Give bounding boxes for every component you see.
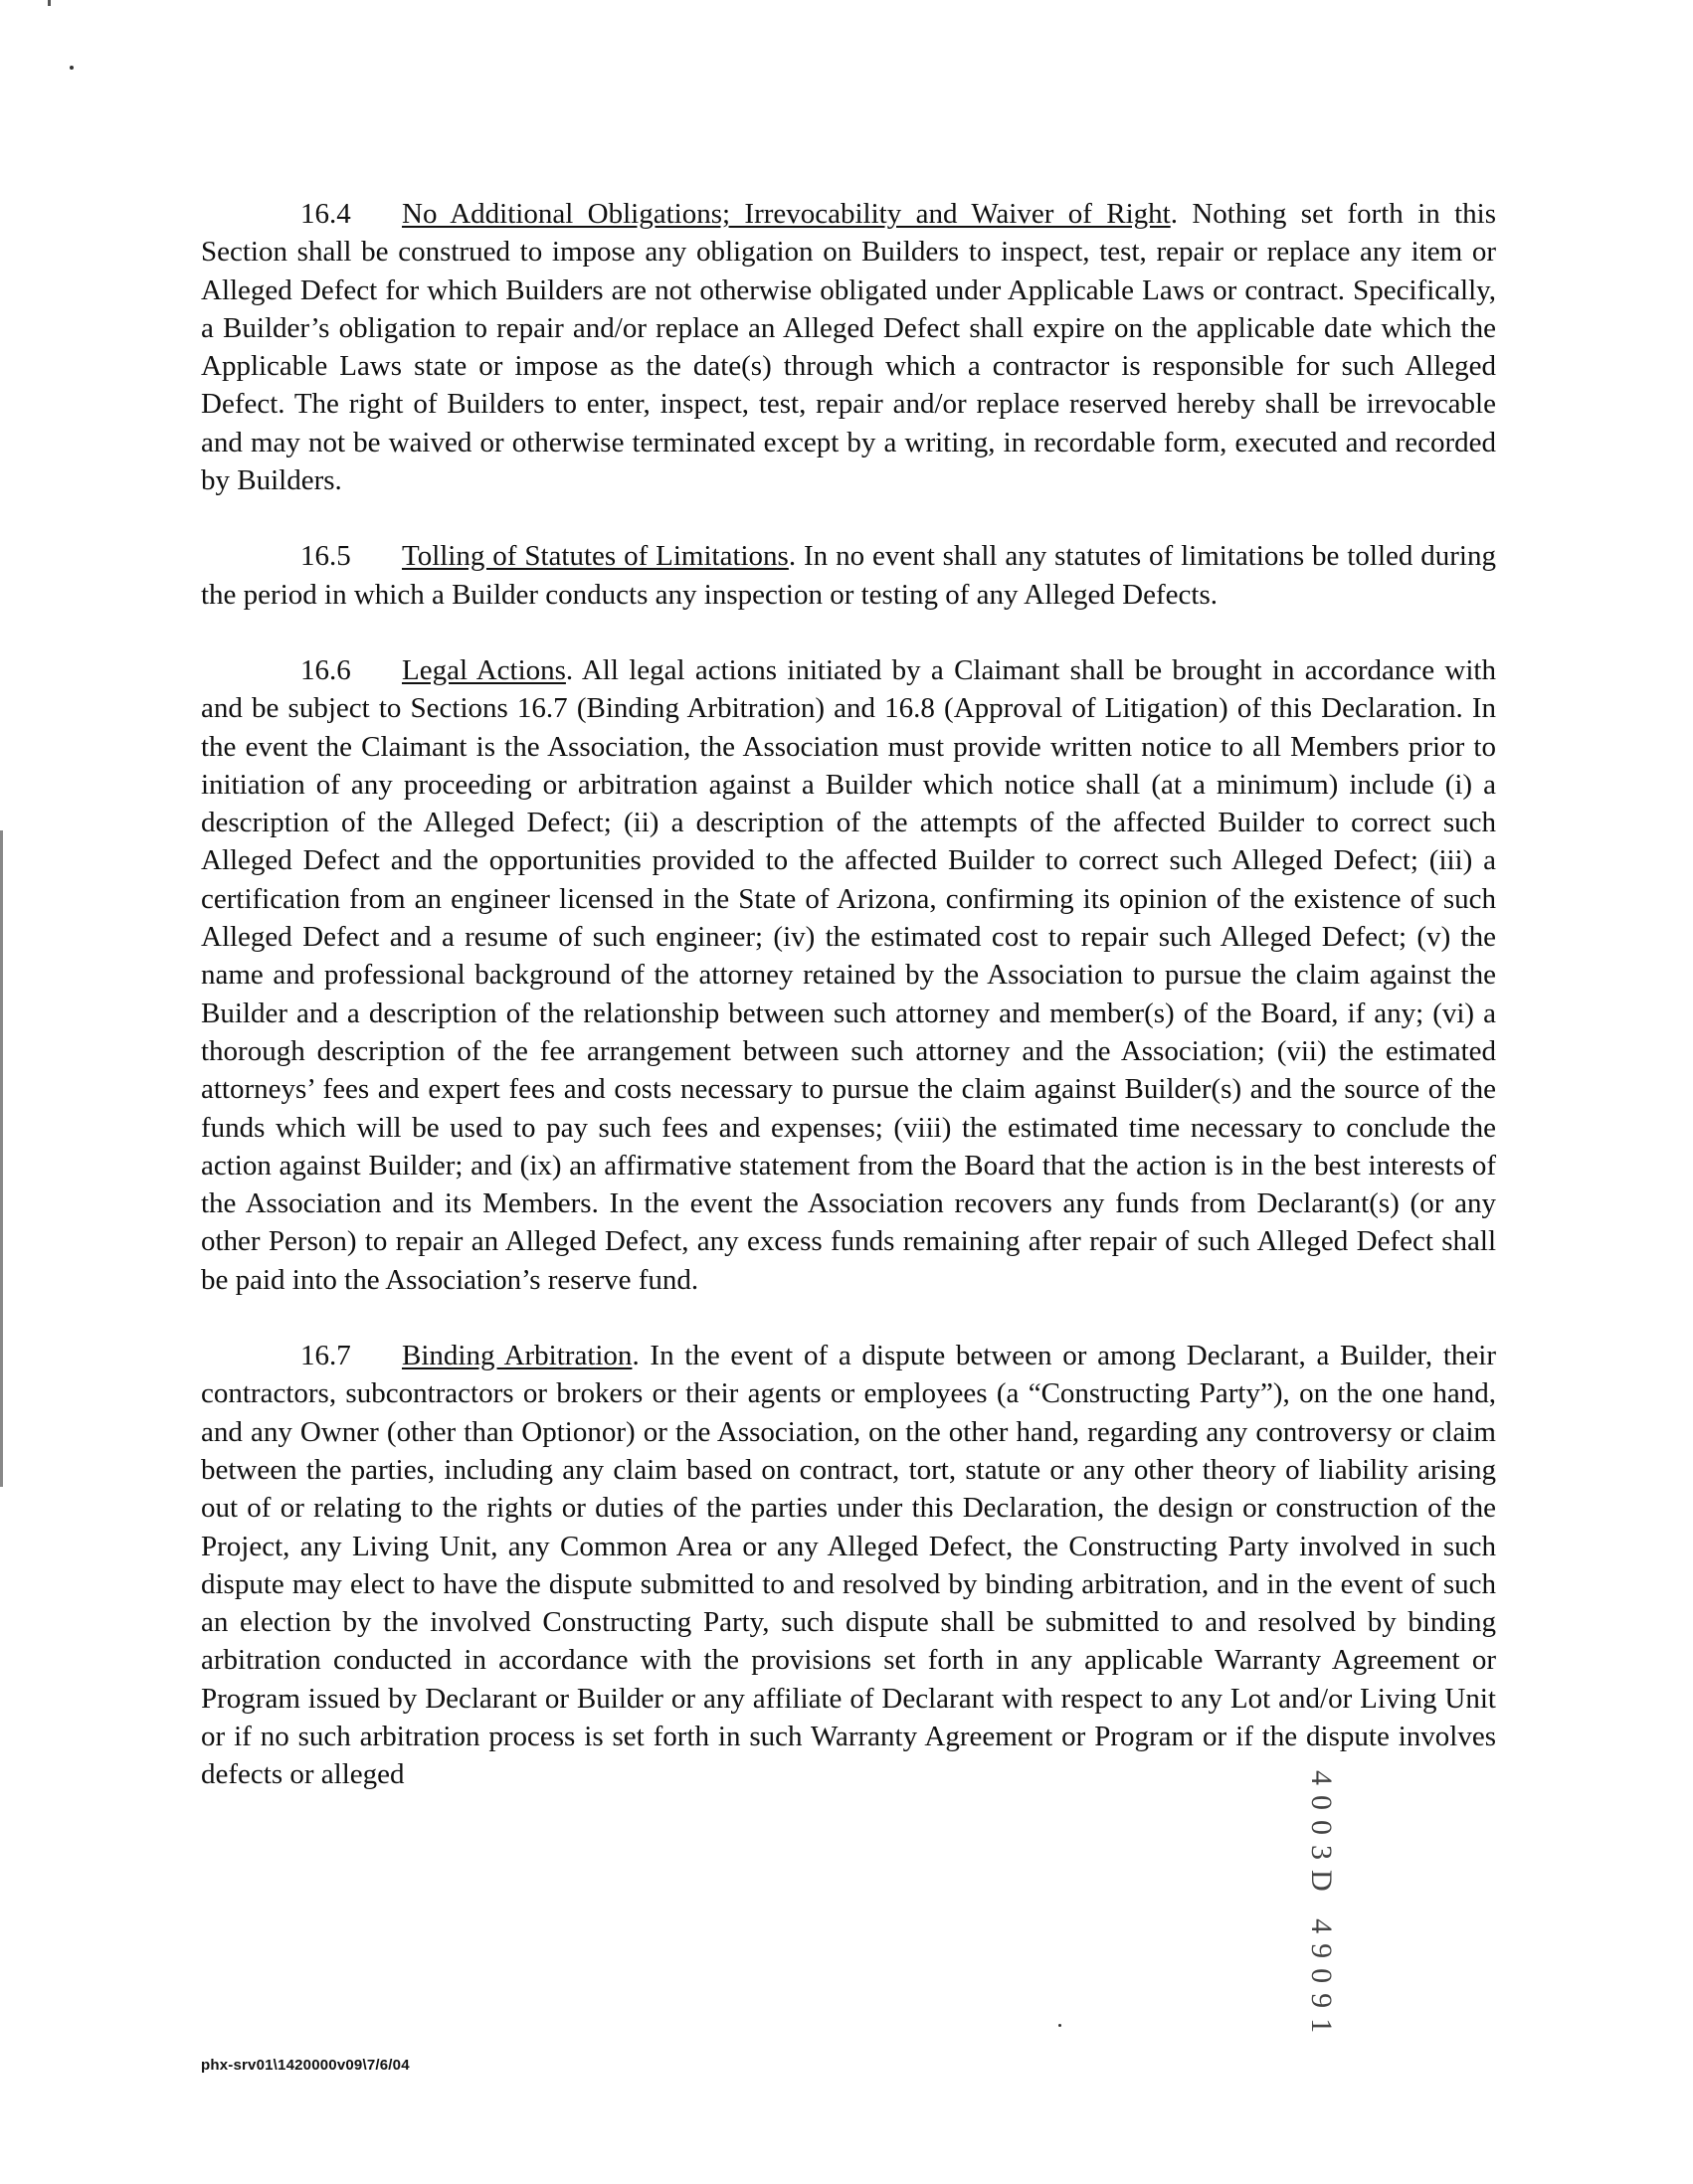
section-heading: Tolling of Statutes of Limitations: [402, 540, 789, 573]
section-text: . Nothing set forth in this Section shall be construed to impose any obligation on Builders to inspect, test, repair or replace any item or Alleged Defect for which Builders are not otherwise obligated under Applicable Laws or contract. Specifically, a Builder’s obligation to repair and/or replace an Alleged Defect shall expire on the applicable date which the Applicable Laws state or impose as the date(s) through which a contractor is responsible for such Alleged Defect. The right of Builders to enter, inspect, test, repair and/or replace reserved hereby shall be irrevocable and may not be waived or otherwise terminated except by a writing, in recordable form, executed and recorded by Builders.: [201, 198, 1496, 497]
bates-number: 4003D 49091: [1305, 1770, 1338, 2044]
section-text: . All legal actions initiated by a Claimant shall be brought in accordance with and be subject to Sections 16.7 (Binding Arbitration) and 16.8 (Approval of Litigation) of this Declaration. In the event the Claimant is the Association, the Association must provide written notice to all Members prior to initiation of any proceeding or arbitration against a Builder which notice shall (at a minimum) include (i) a description of the Alleged Defect; (ii) a description of the attempts of the affected Builder to correct such Alleged Defect and the opportunities provided to the affected Builder to correct such Alleged Defect; (iii) a certification from an engineer licensed in the State of Arizona, confirming its opinion of the existence of such Alleged Defect and a resume of such engineer; (iv) the estimated cost to repair such Alleged Defect; (v) the name and professional background of the attorney retained by the Association to pursue the claim against the Builder and a description of the relationship between such attorney and member(s) of the Board, if any; (vi) a thorough description of the fee arrangement between such attorney and the Association; (vii) the estimated attorneys’ fees and expert fees and costs necessary to pursue the claim against Builder(s) and the source of the funds which will be used to pay such fees and expenses; (viii) the estimated time necessary to conclude the action against Builder; and (ix) an affirmative statement from the Board that the action is in the best interests of the Association and its Members. In the event the Association recovers any funds from Declarant(s) (or any other Person) to repair an Alleged Defect, any excess funds remaining after repair of such Alleged Defect shall be paid into the Association’s reserve fund.: [201, 653, 1496, 1296]
paragraph-16-7: [201, 1337, 1496, 1794]
document-body: [201, 195, 1496, 1832]
paragraph-16-5: [201, 537, 1496, 614]
section-number: 16.5: [300, 540, 351, 573]
section-heading: Binding Arbitration: [402, 1340, 633, 1372]
scan-speck: [70, 66, 74, 70]
section-number: 16.6: [300, 653, 351, 686]
paragraph-16-6: [201, 651, 1496, 1299]
section-text: . In the event of a dispute between or among Declarant, a Builder, their contractors, subcontractors or brokers or their agents or employees (a “Constructing Party”), on the one hand, and any Owner (other than Optionor) or the Association, on the other hand, regarding any controversy or claim between the parties, including any claim based on contract, tort, statute or any other theory of liability arising out of or relating to the rights or duties of the parties under this Declaration, the design or construction of the Project, any Living Unit, any Common Area or any Alleged Defect, the Constructing Party involved in such dispute may elect to have the dispute submitted to and resolved by binding arbitration, and in the event of such an election by the involved Constructing Party, such dispute shall be submitted to and resolved by binding arbitration conducted in accordance with the provisions set forth in any applicable Warranty Agreement or Program issued by Declarant or Builder or any affiliate of Declarant with respect to any Lot and/or Living Unit or if no such arbitration process is set forth in such Warranty Agreement or Program or if the dispute involves defects or alleged: [201, 1340, 1496, 1791]
scan-edge-mark: [0, 830, 3, 1487]
paragraph-16-4: [201, 195, 1496, 499]
scan-mark: [48, 0, 51, 6]
section-number: 16.7: [300, 1340, 351, 1372]
document-footer: phx-srv01\1420000v09\7/6/04: [201, 2057, 410, 2074]
section-heading: No Additional Obligations; Irrevocability and Waiver of Right: [402, 198, 1171, 230]
section-heading: Legal Actions: [402, 653, 566, 686]
section-text: . In no event shall any statutes of limitations be tolled during the period in which a Builder conducts any inspection or testing of any Alleged Defects.: [201, 540, 1496, 611]
scan-speck: [1058, 2024, 1061, 2027]
section-number: 16.4: [300, 198, 351, 230]
